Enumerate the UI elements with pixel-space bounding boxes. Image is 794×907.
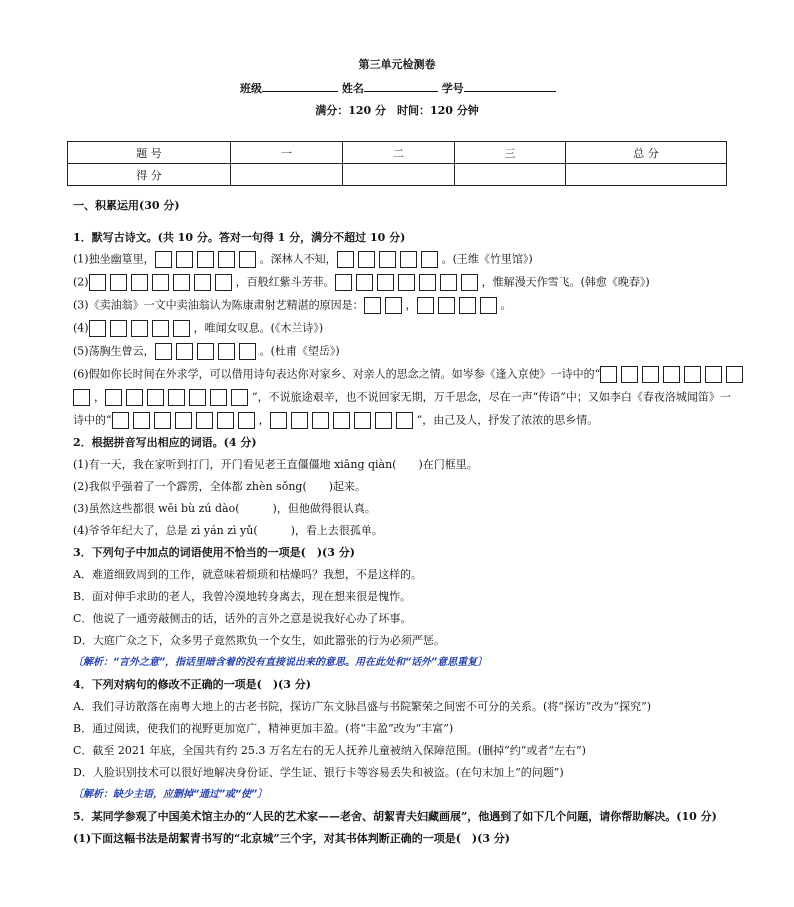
- answer-box[interactable]: [440, 274, 457, 291]
- q3-option-b: B．面对伸手求助的老人，我曾冷漠地转身离去，现在想来很是愧怍。: [73, 590, 412, 603]
- student-info-line: [240, 80, 556, 97]
- name-label: 姓名: [341, 82, 364, 95]
- header-cell-part3: 三: [455, 142, 566, 164]
- answer-box[interactable]: [194, 274, 211, 291]
- answer-box[interactable]: [642, 366, 659, 383]
- answer-box[interactable]: [356, 274, 373, 291]
- q2-stem: 2．根据拼音写出相应的词语。(4 分): [73, 436, 257, 449]
- q1-sentence-1: (1)独坐幽篁里， 。深林人不知， 。(王维《竹里馆》): [73, 251, 533, 268]
- class-label: 班级: [240, 82, 262, 95]
- q1-sentence-2: (2) ，百般红紫斗芳菲。 ，惟解漫天作雪飞。(韩愈《晚春》): [73, 274, 650, 291]
- q5-item-1: (1)下面这幅书法是胡絜青书写的“北京城”三个字，对其书体判断正确的一项是( )(3 分): [73, 832, 511, 845]
- answer-box[interactable]: [218, 251, 235, 268]
- answer-box[interactable]: [398, 274, 415, 291]
- q4-stem: 4．下列对病句的修改不正确的一项是( )(3 分): [73, 678, 311, 691]
- answer-box[interactable]: [238, 412, 255, 429]
- answer-box[interactable]: [239, 251, 256, 268]
- q4-option-b: B．通过阅读，使我们的视野更加宽广，精神更加丰盈。(将“丰盈”改为“丰富”): [73, 722, 454, 735]
- answer-box[interactable]: [400, 251, 417, 268]
- answer-box[interactable]: [335, 274, 352, 291]
- section-title: 一、积累运用(30 分): [73, 199, 180, 212]
- answer-box[interactable]: [364, 297, 381, 314]
- row-label-score: 得 分: [68, 164, 231, 186]
- answer-box[interactable]: [196, 412, 213, 429]
- header-cell-part2: 二: [343, 142, 455, 164]
- q2-item-4: (4)爷爷年纪大了，总是 zì yán zì yǔ( )，看上去很孤单。: [73, 524, 383, 537]
- q1-stem: 1．默写古诗文。(共 10 分。答对一句得 1 分，满分不超过 10 分): [73, 231, 406, 244]
- answer-box[interactable]: [189, 389, 206, 406]
- answer-box[interactable]: [197, 251, 214, 268]
- answer-box[interactable]: [173, 320, 190, 337]
- id-label: 学号: [441, 82, 464, 95]
- answer-box[interactable]: [126, 389, 143, 406]
- answer-box[interactable]: [684, 366, 701, 383]
- answer-box[interactable]: [218, 343, 235, 360]
- answer-box[interactable]: [154, 412, 171, 429]
- answer-box[interactable]: [417, 297, 434, 314]
- answer-box[interactable]: [421, 251, 438, 268]
- answer-box[interactable]: [112, 412, 129, 429]
- answer-box[interactable]: [239, 343, 256, 360]
- answer-box[interactable]: [291, 412, 308, 429]
- answer-box[interactable]: [312, 412, 329, 429]
- answer-box[interactable]: [147, 389, 164, 406]
- answer-box[interactable]: [152, 320, 169, 337]
- q3-stem: 3．下列句子中加点的词语使用不恰当的一项是( )(3 分): [73, 546, 355, 559]
- q3-option-c: C．他说了一通旁敲侧击的话，话外的言外之意是说我好心办了坏事。: [73, 612, 412, 625]
- answer-box[interactable]: [705, 366, 722, 383]
- answer-box[interactable]: [354, 412, 371, 429]
- header-cell-total: 总 分: [566, 142, 727, 164]
- q1-sentence-6-line3: 诗中的“ ， ”，由己及人，抒发了浓浓的思乡情。: [73, 412, 598, 429]
- answer-box[interactable]: [168, 389, 185, 406]
- id-blank[interactable]: [464, 80, 556, 92]
- answer-box[interactable]: [131, 274, 148, 291]
- answer-box[interactable]: [333, 412, 350, 429]
- q4-option-c: C．截至 2021 年底，全国共有约 25.3 万名左右的无人抚养儿童被纳入保障范围。(删掉“约”或者“左右”): [73, 744, 586, 757]
- answer-box[interactable]: [89, 320, 106, 337]
- q1-sentence-4: (4) ，唯闻女叹息。(《木兰诗》): [73, 320, 323, 337]
- answer-box[interactable]: [176, 251, 193, 268]
- answer-box[interactable]: [89, 274, 106, 291]
- q3-option-a: A．难道细致周到的工作，就意味着烦琐和枯燥吗？我想，不是这样的。: [73, 568, 422, 581]
- answer-box[interactable]: [358, 251, 375, 268]
- answer-box[interactable]: [438, 297, 455, 314]
- score-table: [67, 141, 727, 186]
- score-cell-part3[interactable]: [455, 164, 566, 186]
- answer-box[interactable]: [480, 297, 497, 314]
- answer-box[interactable]: [215, 274, 232, 291]
- answer-box[interactable]: [176, 343, 193, 360]
- answer-box[interactable]: [385, 297, 402, 314]
- answer-box[interactable]: [270, 412, 287, 429]
- score-table-score-row: [68, 164, 727, 186]
- answer-box[interactable]: [133, 412, 150, 429]
- q4-option-a: A．我们寻访散落在南粤大地上的古老书院，探访广东文脉昌盛与书院繁荣之间密不可分的关系。(将“探访”改为“探究”): [73, 700, 652, 713]
- header-cell-part1: 一: [231, 142, 343, 164]
- q4-hint: 〔解析：缺少主语，应删掉“通过”或“使”〕: [73, 789, 268, 800]
- score-table-header-row: [68, 142, 727, 164]
- q4-option-d: D．人脸识别技术可以很好地解决身份证、学生证、银行卡等容易丢失和被盗。(在句末加上“的问题”): [73, 766, 564, 779]
- answer-box[interactable]: [131, 320, 148, 337]
- answer-box[interactable]: [105, 389, 122, 406]
- q2-item-2: (2)我似乎强着了一个霹雳，全体都 zhèn sǒng( )起来。: [73, 480, 367, 493]
- answer-box[interactable]: [110, 274, 127, 291]
- answer-box[interactable]: [155, 251, 172, 268]
- answer-box[interactable]: [152, 274, 169, 291]
- answer-box[interactable]: [155, 343, 172, 360]
- q1-sentence-5: (5)荡胸生曾云， 。(杜甫《望岳》): [73, 343, 340, 360]
- exam-title: 第三单元检测卷: [358, 58, 436, 71]
- q5-stem: 5．某同学参观了中国美术馆主办的“人民的艺术家——老舍、胡絜青夫妇藏画展”，他遇到了如下几个问题，请你帮助解决。(10 分): [73, 810, 717, 823]
- score-info: 满分：120 分 时间：120 分钟: [315, 104, 479, 117]
- answer-box[interactable]: [175, 412, 192, 429]
- q3-option-d: D．大庭广众之下，众多男子竟然欺负一个女生，如此嚣张的行为必须严惩。: [73, 634, 445, 647]
- score-cell-part2[interactable]: [343, 164, 455, 186]
- answer-box[interactable]: [461, 274, 478, 291]
- answer-box[interactable]: [396, 412, 413, 429]
- q3-hint: 〔解析：“言外之意”，指话里暗含着的没有直接说出来的意思。用在此处和“话外”意思重复〕: [73, 657, 488, 668]
- answer-box[interactable]: [337, 251, 354, 268]
- answer-box[interactable]: [459, 297, 476, 314]
- header-cell-question: 题 号: [68, 142, 231, 164]
- score-cell-total[interactable]: [566, 164, 727, 186]
- answer-box[interactable]: [73, 389, 90, 406]
- answer-box[interactable]: [419, 274, 436, 291]
- answer-box[interactable]: [173, 274, 190, 291]
- answer-box[interactable]: [621, 366, 638, 383]
- answer-box[interactable]: [217, 412, 234, 429]
- answer-box[interactable]: [210, 389, 227, 406]
- answer-box[interactable]: [379, 251, 396, 268]
- q2-item-1: (1)有一天，我在家听到打门，开门看见老王直僵僵地 xiāng qiàn( )在门框里。: [73, 458, 478, 471]
- q1-sentence-6-line2: ， ”，不说旅途艰辛，也不说回家无期，万千思念，尽在一声“传语”中；又如李白《春夜洛城闻笛》一: [73, 389, 731, 406]
- answer-box[interactable]: [663, 366, 680, 383]
- answer-box[interactable]: [377, 274, 394, 291]
- answer-box[interactable]: [197, 343, 214, 360]
- answer-box[interactable]: [231, 389, 248, 406]
- answer-box[interactable]: [726, 366, 743, 383]
- answer-box[interactable]: [600, 366, 617, 383]
- name-blank[interactable]: [364, 80, 438, 92]
- class-blank[interactable]: [262, 80, 338, 92]
- q1-sentence-6-line1: (6)假如你长时间在外求学，可以借用诗句表达你对家乡、对亲人的思念之情。如岑参《逢入京使》一诗中的“: [73, 366, 747, 383]
- q1-sentence-3: (3)《卖油翁》一文中卖油翁认为陈康肃射艺精湛的原因是： ， 。: [73, 297, 512, 314]
- q2-item-3: (3)虽然这些都很 wēi bù zú dào( )，但他做得很认真。: [73, 502, 376, 515]
- answer-box[interactable]: [375, 412, 392, 429]
- answer-box[interactable]: [110, 320, 127, 337]
- score-cell-part1[interactable]: [231, 164, 343, 186]
